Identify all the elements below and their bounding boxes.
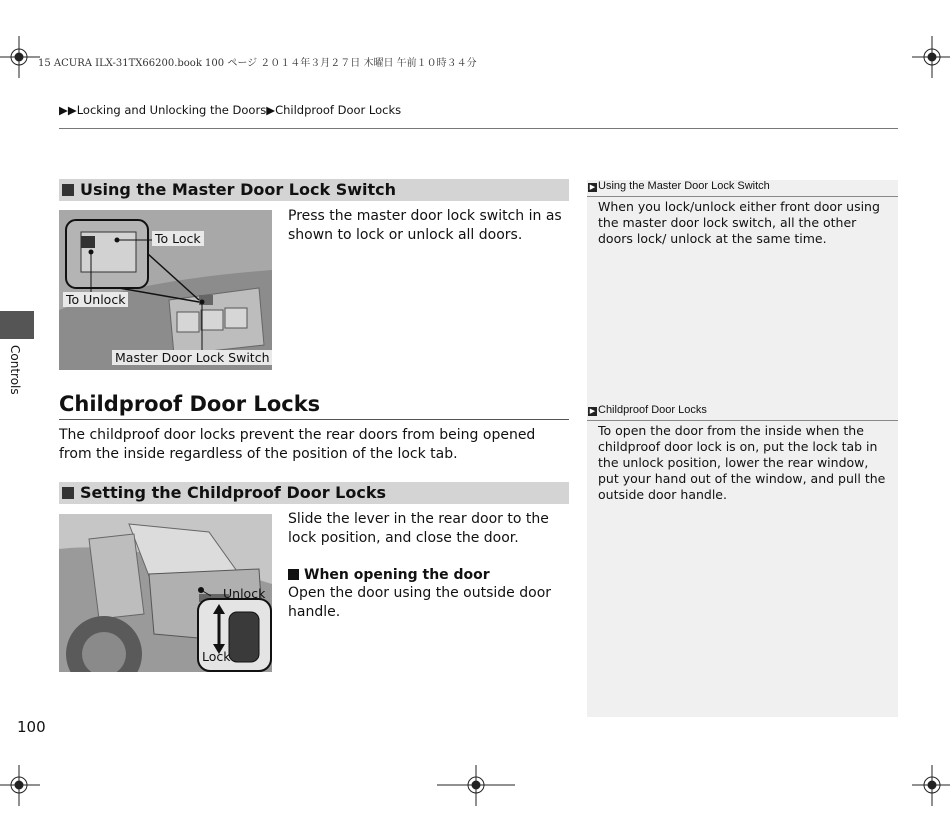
lock-label: Lock — [202, 649, 231, 664]
childproof-intro: The childproof door locks prevent the rear doors from being opened from the inside regardless of the position of the lock tab. — [59, 427, 536, 462]
crop-mark-bottom-right-icon — [912, 765, 950, 806]
section-tab-label: Controls — [8, 345, 22, 395]
breadcrumb-current: Childproof Door Locks — [275, 103, 402, 117]
note-1-rule — [587, 196, 898, 197]
breadcrumb-arrow-icon: ▶▶ — [59, 103, 77, 117]
note-arrow-icon: ▶ — [589, 184, 596, 191]
note-arrow-icon: ▶ — [589, 408, 596, 415]
crop-mark-top-left-icon — [0, 36, 40, 78]
note-2-text: To open the door from the inside when the childproof door lock is on, put the lock tab in the unlock position, lower the rear window, put your hand out of the window, and pull the outside door handle. — [598, 423, 886, 502]
childproof-title-rule — [59, 419, 569, 420]
print-header: 15 ACURA ILX-31TX66200.book 100 ページ ２０１４年３月２７日 木曜日 午前１０時３４分 — [38, 58, 477, 69]
note-2-rule — [587, 420, 898, 421]
unlock-label: Unlock — [223, 586, 266, 601]
crop-mark-top-right-icon — [912, 36, 950, 78]
note-1-text: When you lock/unlock either front door using the master door lock switch, all the other doors lock/ unlock at the same time. — [598, 199, 880, 246]
note-2-title-row — [588, 404, 707, 416]
setting-heading-bar — [59, 482, 569, 504]
opening-heading-row — [288, 566, 490, 585]
note-1-title-row — [588, 180, 770, 192]
note-2-title: Childproof Door Locks — [598, 404, 707, 416]
to-lock-label: To Lock — [152, 231, 204, 246]
setting-heading: Setting the Childproof Door Locks — [80, 483, 387, 502]
breadcrumb-parent: Locking and Unlocking the Doors — [76, 103, 267, 117]
breadcrumb — [59, 103, 401, 117]
note-1-title: Using the Master Door Lock Switch — [598, 180, 770, 192]
heading-square-icon — [288, 569, 299, 580]
heading-square-icon — [62, 184, 74, 196]
master-switch-heading: Using the Master Door Lock Switch — [80, 180, 396, 199]
heading-square-icon — [62, 487, 74, 499]
page-number: 100 — [17, 718, 46, 736]
opening-text: Open the door using the outside door handle. — [288, 585, 552, 620]
header-rule — [59, 128, 898, 129]
childproof-title: Childproof Door Locks — [59, 392, 321, 416]
master-switch-figure — [59, 210, 272, 370]
section-tab — [0, 311, 34, 339]
opening-heading: When opening the door — [304, 567, 490, 583]
breadcrumb-separator-icon: ▶ — [266, 103, 276, 117]
master-switch-label: Master Door Lock Switch — [112, 350, 272, 365]
setting-text: Slide the lever in the rear door to the lock position, and close the door. — [288, 511, 549, 546]
master-switch-text: Press the master door lock switch in as shown to lock or unlock all doors. — [288, 208, 562, 243]
master-switch-heading-bar — [59, 179, 569, 201]
childproof-figure — [59, 514, 272, 672]
crop-mark-bottom-center-icon — [437, 765, 515, 806]
to-unlock-label: To Unlock — [63, 292, 128, 307]
crop-mark-bottom-left-icon — [0, 765, 40, 806]
